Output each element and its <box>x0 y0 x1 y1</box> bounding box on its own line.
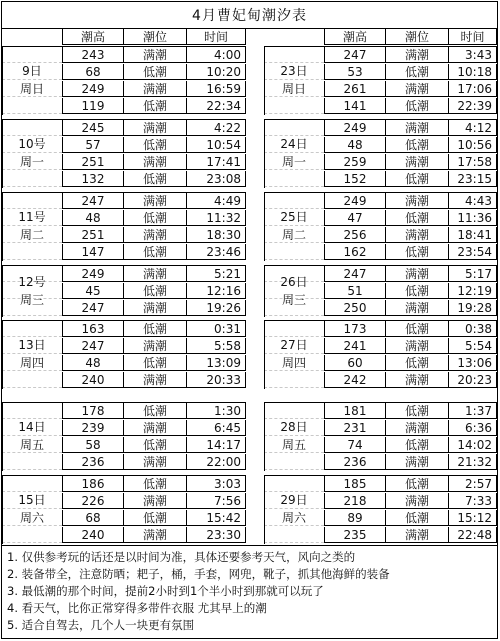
day-date: 12号 <box>18 274 46 289</box>
tide-level-cell: 满潮 <box>385 120 448 136</box>
day-block-border <box>2 320 3 389</box>
day-weekday: 周三 <box>19 292 44 307</box>
tide-level-cell: 低潮 <box>385 403 448 419</box>
tide-height-cell: 249 <box>324 193 385 209</box>
tide-time-cell: 6:36 <box>448 420 497 436</box>
day-weekday: 周日 <box>281 82 306 96</box>
day-block-border <box>2 192 3 261</box>
tide-time-cell: 1:30 <box>186 403 246 419</box>
gridline <box>264 113 324 114</box>
tide-time-cell: 4:00 <box>186 47 246 63</box>
tide-level-cell: 满潮 <box>385 154 448 170</box>
tide-time-cell: 4:12 <box>448 120 497 136</box>
tide-level-cell: 低潮 <box>385 355 448 371</box>
tide-level-cell: 低潮 <box>123 321 186 337</box>
tide-height-cell: 240 <box>62 372 123 388</box>
tide-level-cell: 满潮 <box>123 154 186 170</box>
day-block-border <box>264 46 265 115</box>
day-block-border <box>2 46 3 115</box>
tide-table-sheet <box>1 1 498 639</box>
day-weekday: 周二 <box>19 228 44 242</box>
tide-height-cell: 247 <box>62 338 123 354</box>
tide-level-cell: 满潮 <box>123 81 186 97</box>
day-block-border <box>2 475 3 544</box>
tide-height-cell: 247 <box>324 266 385 282</box>
day-date: 13日 <box>18 338 46 352</box>
tide-height-cell: 251 <box>62 154 123 170</box>
tide-time-cell: 20:33 <box>186 372 246 388</box>
tide-time-cell: 10:54 <box>186 137 246 153</box>
tide-time-cell: 5:58 <box>186 338 246 354</box>
gridline <box>264 387 324 388</box>
gridline <box>2 259 62 260</box>
tide-height-cell: 241 <box>324 338 385 354</box>
day-weekday: 周六 <box>281 511 306 525</box>
tide-time-cell: 4:22 <box>186 120 246 136</box>
gridline <box>2 113 62 114</box>
tide-height-cell: 245 <box>62 120 123 136</box>
tide-height-cell: 163 <box>62 321 123 337</box>
tide-height-cell: 239 <box>62 420 123 436</box>
tide-height-cell: 48 <box>324 137 385 153</box>
tide-level-cell: 满潮 <box>385 493 448 509</box>
tide-height-cell: 251 <box>62 227 123 243</box>
tide-time-cell: 17:06 <box>448 81 497 97</box>
tide-time-cell: 1:37 <box>448 403 497 419</box>
tide-level-cell: 低潮 <box>123 403 186 419</box>
tide-height-cell: 119 <box>62 98 123 114</box>
gridline <box>264 469 324 470</box>
tide-height-cell: 247 <box>62 300 123 316</box>
tide-level-cell: 满潮 <box>123 47 186 63</box>
tide-level-cell: 低潮 <box>123 210 186 226</box>
day-date: 29日 <box>280 493 308 507</box>
day-date: 23日 <box>280 64 308 78</box>
tide-time-cell: 5:54 <box>448 338 497 354</box>
column-header-level: 潮位 <box>385 29 448 45</box>
tide-time-cell: 23:15 <box>448 171 497 187</box>
tide-level-cell: 满潮 <box>385 338 448 354</box>
day-weekday: 周日 <box>19 82 44 96</box>
day-label <box>264 336 324 372</box>
tide-level-cell: 满潮 <box>123 493 186 509</box>
tide-level-cell: 低潮 <box>385 476 448 492</box>
tide-height-cell: 57 <box>62 137 123 153</box>
tide-height-cell: 58 <box>62 437 123 453</box>
tide-height-cell: 231 <box>324 420 385 436</box>
tide-time-cell: 7:33 <box>448 493 497 509</box>
gridline <box>264 315 324 316</box>
tide-level-cell: 低潮 <box>123 244 186 260</box>
tide-time-cell: 21:32 <box>448 454 497 470</box>
tide-time-cell: 10:18 <box>448 64 497 80</box>
tide-level-cell: 低潮 <box>385 171 448 187</box>
tide-level-cell: 低潮 <box>123 64 186 80</box>
tide-height-cell: 132 <box>62 171 123 187</box>
tide-time-cell: 14:17 <box>186 437 246 453</box>
tide-time-cell: 18:30 <box>186 227 246 243</box>
tide-height-cell: 173 <box>324 321 385 337</box>
day-label <box>264 418 324 454</box>
tide-time-cell: 15:42 <box>186 510 246 526</box>
day-block-border <box>264 402 265 471</box>
day-date: 26日 <box>280 274 308 289</box>
tide-time-cell: 19:26 <box>186 300 246 316</box>
tide-height-cell: 48 <box>62 210 123 226</box>
tide-time-cell: 0:38 <box>448 321 497 337</box>
tide-height-cell: 185 <box>324 476 385 492</box>
tide-height-cell: 181 <box>324 403 385 419</box>
tide-time-cell: 4:43 <box>448 193 497 209</box>
tide-height-cell: 51 <box>324 283 385 299</box>
day-label <box>264 135 324 171</box>
tide-level-cell: 低潮 <box>385 210 448 226</box>
tide-level-cell: 低潮 <box>123 510 186 526</box>
day-date: 15日 <box>18 493 46 507</box>
day-block-border <box>264 475 265 544</box>
tide-time-cell: 23:08 <box>186 171 246 187</box>
tide-time-cell: 15:12 <box>448 510 497 526</box>
day-label <box>264 491 324 527</box>
tide-height-cell: 218 <box>324 493 385 509</box>
tide-time-cell: 11:36 <box>448 210 497 226</box>
tide-level-cell: 满潮 <box>123 372 186 388</box>
day-block-border <box>2 119 3 188</box>
tide-time-cell: 19:28 <box>448 300 497 316</box>
tide-time-cell: 22:00 <box>186 454 246 470</box>
tide-level-cell: 低潮 <box>385 137 448 153</box>
tide-height-cell: 186 <box>62 476 123 492</box>
day-label <box>264 273 324 309</box>
day-weekday: 周四 <box>19 356 44 370</box>
tide-level-cell: 满潮 <box>385 193 448 209</box>
gridline <box>264 542 324 543</box>
tide-time-cell: 4:49 <box>186 193 246 209</box>
tide-level-cell: 低潮 <box>385 321 448 337</box>
tide-level-cell: 满潮 <box>385 227 448 243</box>
day-weekday: 周六 <box>19 511 44 525</box>
tide-time-cell: 17:58 <box>448 154 497 170</box>
tide-time-cell: 11:32 <box>186 210 246 226</box>
tide-time-cell: 23:54 <box>448 244 497 260</box>
tide-time-cell: 22:48 <box>448 527 497 543</box>
day-weekday: 周二 <box>281 228 306 242</box>
day-block-border <box>2 265 3 317</box>
gridline <box>2 542 62 543</box>
table-title: 4月曹妃甸潮汐表 <box>2 2 497 29</box>
tide-height-cell: 243 <box>62 47 123 63</box>
tide-height-cell: 236 <box>324 454 385 470</box>
day-label <box>2 62 62 98</box>
tide-level-cell: 低潮 <box>123 437 186 453</box>
tide-time-cell: 3:43 <box>448 47 497 63</box>
tide-level-cell: 低潮 <box>385 437 448 453</box>
tide-time-cell: 22:34 <box>186 98 246 114</box>
day-date: 9日 <box>22 64 42 78</box>
tide-level-cell: 满潮 <box>123 338 186 354</box>
tide-level-cell: 满潮 <box>385 81 448 97</box>
note-item: 1. 仅供参考玩的话还是以时间为准，具体还要参考天气，风向之类的 <box>7 550 356 564</box>
tide-time-cell: 5:21 <box>186 266 246 282</box>
day-date: 25日 <box>280 210 308 224</box>
tide-height-cell: 256 <box>324 227 385 243</box>
day-date: 14日 <box>18 420 46 434</box>
tide-level-cell: 低潮 <box>385 283 448 299</box>
tide-level-cell: 满潮 <box>123 454 186 470</box>
tide-time-cell: 2:57 <box>448 476 497 492</box>
tide-height-cell: 235 <box>324 527 385 543</box>
column-header-level: 潮位 <box>123 29 186 45</box>
day-date: 28日 <box>280 420 308 434</box>
note-item: 5. 适合自驾去，几个人一块更有氛围 <box>7 618 195 632</box>
column-header-height: 潮高 <box>62 29 123 45</box>
tide-height-cell: 178 <box>62 403 123 419</box>
tide-height-cell: 147 <box>62 244 123 260</box>
day-date: 10号 <box>18 137 46 151</box>
column-header-time: 时间 <box>186 29 246 45</box>
tide-height-cell: 68 <box>62 510 123 526</box>
tide-time-cell: 6:45 <box>186 420 246 436</box>
tide-time-cell: 22:39 <box>448 98 497 114</box>
tide-level-cell: 低潮 <box>123 476 186 492</box>
note-item: 3. 最低潮的那个时间，提前2小时到1个半小时到那就可以玩了 <box>7 584 324 598</box>
day-label <box>2 336 62 372</box>
tide-height-cell: 247 <box>62 193 123 209</box>
day-label <box>2 491 62 527</box>
day-label <box>2 135 62 171</box>
column-header-height: 潮高 <box>324 29 385 45</box>
tide-height-cell: 45 <box>62 283 123 299</box>
tide-level-cell: 低潮 <box>385 64 448 80</box>
day-block-border <box>264 320 265 389</box>
tide-height-cell: 89 <box>324 510 385 526</box>
tide-height-cell: 74 <box>324 437 385 453</box>
tide-level-cell: 满潮 <box>123 193 186 209</box>
tide-time-cell: 12:16 <box>186 283 246 299</box>
tide-time-cell: 7:56 <box>186 493 246 509</box>
day-block-border <box>264 192 265 261</box>
tide-level-cell: 低潮 <box>123 137 186 153</box>
tide-level-cell: 满潮 <box>385 454 448 470</box>
day-block-border <box>2 402 3 471</box>
day-weekday: 周五 <box>281 438 306 452</box>
tide-time-cell: 10:20 <box>186 64 246 80</box>
tide-height-cell: 249 <box>62 266 123 282</box>
tide-time-cell: 13:09 <box>186 355 246 371</box>
tide-height-cell: 226 <box>62 493 123 509</box>
tide-level-cell: 满潮 <box>385 527 448 543</box>
day-date: 11号 <box>18 210 46 224</box>
tide-time-cell: 23:30 <box>186 527 246 543</box>
tide-height-cell: 261 <box>324 81 385 97</box>
tide-height-cell: 53 <box>324 64 385 80</box>
tide-height-cell: 250 <box>324 300 385 316</box>
tide-time-cell: 3:03 <box>186 476 246 492</box>
tide-level-cell: 满潮 <box>385 300 448 316</box>
tide-level-cell: 满潮 <box>123 300 186 316</box>
tide-level-cell: 满潮 <box>385 47 448 63</box>
tide-time-cell: 12:19 <box>448 283 497 299</box>
tide-time-cell: 0:31 <box>186 321 246 337</box>
tide-time-cell: 23:46 <box>186 244 246 260</box>
tide-time-cell: 20:23 <box>448 372 497 388</box>
day-weekday: 周四 <box>281 356 306 370</box>
day-label <box>264 62 324 98</box>
day-label <box>264 208 324 244</box>
day-weekday: 周三 <box>281 292 306 307</box>
gridline <box>2 469 62 470</box>
tide-height-cell: 236 <box>62 454 123 470</box>
tide-level-cell: 低潮 <box>123 283 186 299</box>
tide-height-cell: 47 <box>324 210 385 226</box>
tide-level-cell: 低潮 <box>123 355 186 371</box>
note-item: 4. 看天气，比你正常穿得多带件衣服 尤其早上的潮 <box>7 601 267 615</box>
tide-height-cell: 247 <box>324 47 385 63</box>
tide-time-cell: 16:59 <box>186 81 246 97</box>
tide-level-cell: 满潮 <box>123 527 186 543</box>
tide-level-cell: 满潮 <box>385 372 448 388</box>
tide-time-cell: 10:56 <box>448 137 497 153</box>
tide-level-cell: 满潮 <box>123 120 186 136</box>
gridline <box>264 186 324 187</box>
tide-level-cell: 低潮 <box>385 510 448 526</box>
tide-level-cell: 低潮 <box>123 171 186 187</box>
day-date: 27日 <box>280 338 308 352</box>
tide-time-cell: 17:41 <box>186 154 246 170</box>
tide-height-cell: 249 <box>324 120 385 136</box>
day-weekday: 周一 <box>281 155 306 169</box>
gridline <box>2 387 62 388</box>
tide-height-cell: 242 <box>324 372 385 388</box>
notes-section <box>2 545 497 638</box>
gridline <box>264 259 324 260</box>
note-item: 2. 装备带全，注意防晒；耙子，桶，手套，网兜，靴子，抓其他海鲜的装备 <box>7 567 390 581</box>
day-label <box>2 418 62 454</box>
tide-height-cell: 141 <box>324 98 385 114</box>
tide-height-cell: 162 <box>324 244 385 260</box>
tide-level-cell: 满潮 <box>123 227 186 243</box>
tide-height-cell: 240 <box>62 527 123 543</box>
tide-time-cell: 18:41 <box>448 227 497 243</box>
tide-height-cell: 48 <box>62 355 123 371</box>
tide-height-cell: 259 <box>324 154 385 170</box>
tide-height-cell: 249 <box>62 81 123 97</box>
tide-time-cell: 13:06 <box>448 355 497 371</box>
day-label <box>2 208 62 244</box>
tide-level-cell: 满潮 <box>123 420 186 436</box>
day-weekday: 周一 <box>19 155 44 169</box>
tide-time-cell: 5:17 <box>448 266 497 282</box>
tide-level-cell: 满潮 <box>385 266 448 282</box>
tide-level-cell: 低潮 <box>123 98 186 114</box>
tide-height-cell: 152 <box>324 171 385 187</box>
tide-level-cell: 满潮 <box>123 266 186 282</box>
tide-level-cell: 低潮 <box>385 244 448 260</box>
day-date: 24日 <box>280 137 308 151</box>
day-block-border <box>264 119 265 188</box>
tide-height-cell: 68 <box>62 64 123 80</box>
gridline <box>2 315 62 316</box>
tide-level-cell: 满潮 <box>385 420 448 436</box>
tide-height-cell: 60 <box>324 355 385 371</box>
day-weekday: 周五 <box>19 438 44 452</box>
gridline <box>2 186 62 187</box>
day-block-border <box>264 265 265 317</box>
tide-level-cell: 低潮 <box>385 98 448 114</box>
tide-time-cell: 14:02 <box>448 437 497 453</box>
day-label <box>2 273 62 309</box>
column-header-time: 时间 <box>448 29 497 45</box>
